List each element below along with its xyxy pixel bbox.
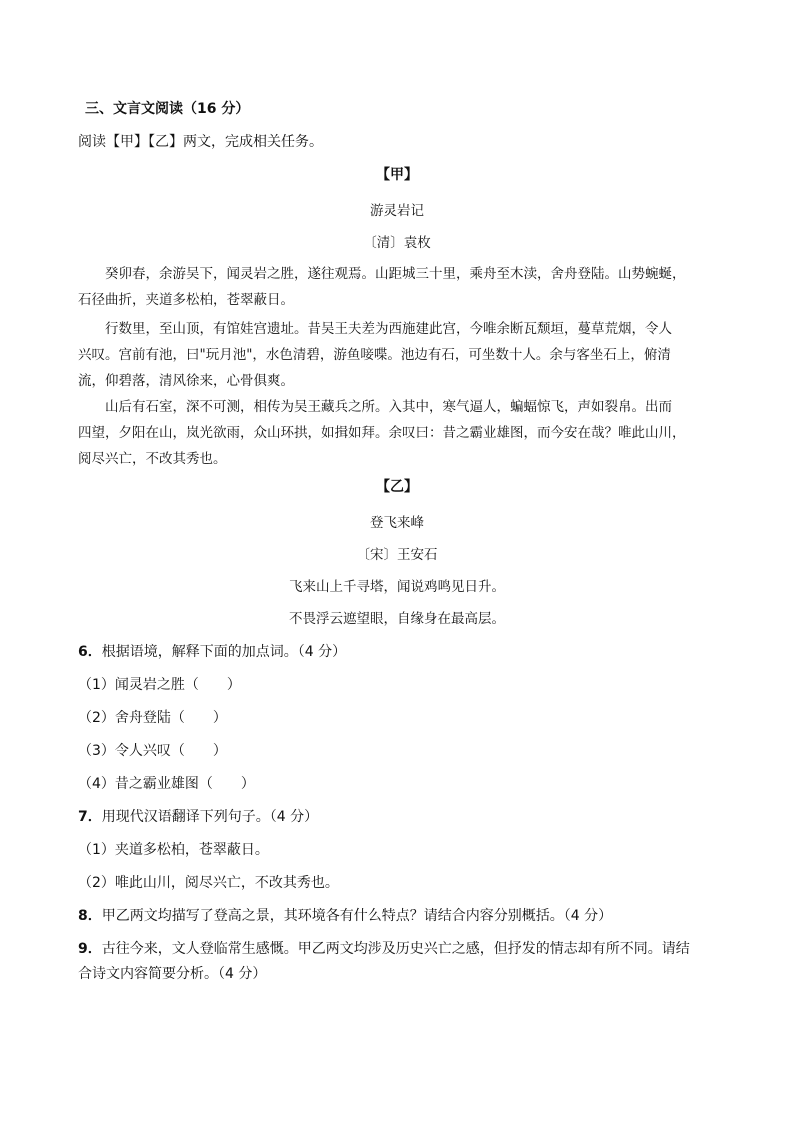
text-a-p3-line: 山后有石室，深不可测，相传为吴王藏兵之所。入其中，寒气逼人，蝙蝠惊飞，声如裂帛。出而: [105, 399, 672, 415]
question-text: 根据语境，解释下面的加点词。（4 分）: [101, 644, 347, 660]
text-b-marker: 【乙】: [376, 479, 418, 495]
text-a-p3-line: 阅尽兴亡，不改其秀也。: [78, 451, 227, 467]
question-8: [78, 905, 612, 925]
text-b-poem-line: 不畏浮云遮望眼，自缘身在最高层。: [289, 611, 505, 627]
question-text: 用现代汉语翻译下列句子。（4 分）: [101, 809, 319, 825]
text-a-paragraph-1: [78, 261, 718, 313]
question-number: 8．: [78, 908, 102, 924]
question-7-item: （2）唯此山川，阅尽兴亡，不改其秀也。: [78, 875, 339, 891]
question-7-item: （1）夹道多松柏，苍翠蔽日。: [78, 842, 269, 858]
text-b-poem-line: 飞来山上千寻塔，闻说鸡鸣见日升。: [289, 579, 505, 595]
question-6-item: （4）昔之霸业雄图（ ）: [78, 776, 255, 792]
question-number: 7．: [78, 809, 102, 825]
question-9: [78, 938, 690, 958]
question-6-item: （3）令人兴叹（ ）: [78, 743, 227, 759]
text-a-p2-line: 行数里，至山顶，有馆娃宫遗址。昔吴王夫差为西施建此宫，今唯余断瓦颓垣，蔓草荒烟，令人: [105, 321, 672, 337]
question-9-continued: 合诗文内容简要分析。（4 分）: [78, 966, 267, 982]
text-a-p1-line: 癸卯春，余游吴下，闻灵岩之胜，遂往观焉。山距城三十里，乘舟至木渎，舍舟登陆。山势蜿蜒，: [105, 266, 686, 282]
question-text: 甲乙两文均描写了登高之景，其环境各有什么特点？请结合内容分别概括。（4 分）: [101, 908, 613, 924]
text-a-p3-line: 四望，夕阳在山，岚光欲雨，众山环拱，如揖如拜。余叹曰：昔之霸业雄图，而今安在哉？唯此山川，: [78, 425, 686, 441]
text-b-title: 登飞来峰: [370, 515, 424, 531]
section-title: 三、文言文阅读（16 分）: [85, 101, 250, 117]
question-6: [78, 641, 346, 661]
question-text: 古往今来，文人登临常生感慨。甲乙两文均涉及历史兴亡之感，但抒发的情志却有所不同。请结: [101, 941, 690, 957]
text-a-p1-line: 石径曲折，夹道多松柏，苍翠蔽日。: [78, 292, 294, 308]
text-a-author: 〔清〕袁枚: [363, 235, 431, 251]
question-number: 6．: [78, 644, 102, 660]
question-6-item: （2）舍舟登陆（ ）: [78, 710, 227, 726]
text-a-marker: 【甲】: [376, 167, 418, 183]
text-a-p2-line: 流，仰碧落，清风徐来，心骨俱爽。: [78, 373, 294, 389]
reading-instruction: 阅读【甲】【乙】两文，完成相关任务。: [78, 134, 323, 150]
question-7: [78, 806, 318, 826]
text-a-title: 游灵岩记: [370, 203, 424, 219]
question-number: 9．: [78, 941, 102, 957]
text-a-paragraph-2: [78, 316, 718, 394]
text-a-paragraph-3: [78, 394, 718, 472]
text-a-p2-line: 兴叹。宫前有池，曰"玩月池"，水色清碧，游鱼唼喋。池边有石，可坐数十人。余与客坐石上，俯清: [78, 347, 671, 363]
text-b-author: 〔宋〕王安石: [356, 547, 438, 563]
question-6-item: （1）闻灵岩之胜（ ）: [78, 677, 241, 693]
